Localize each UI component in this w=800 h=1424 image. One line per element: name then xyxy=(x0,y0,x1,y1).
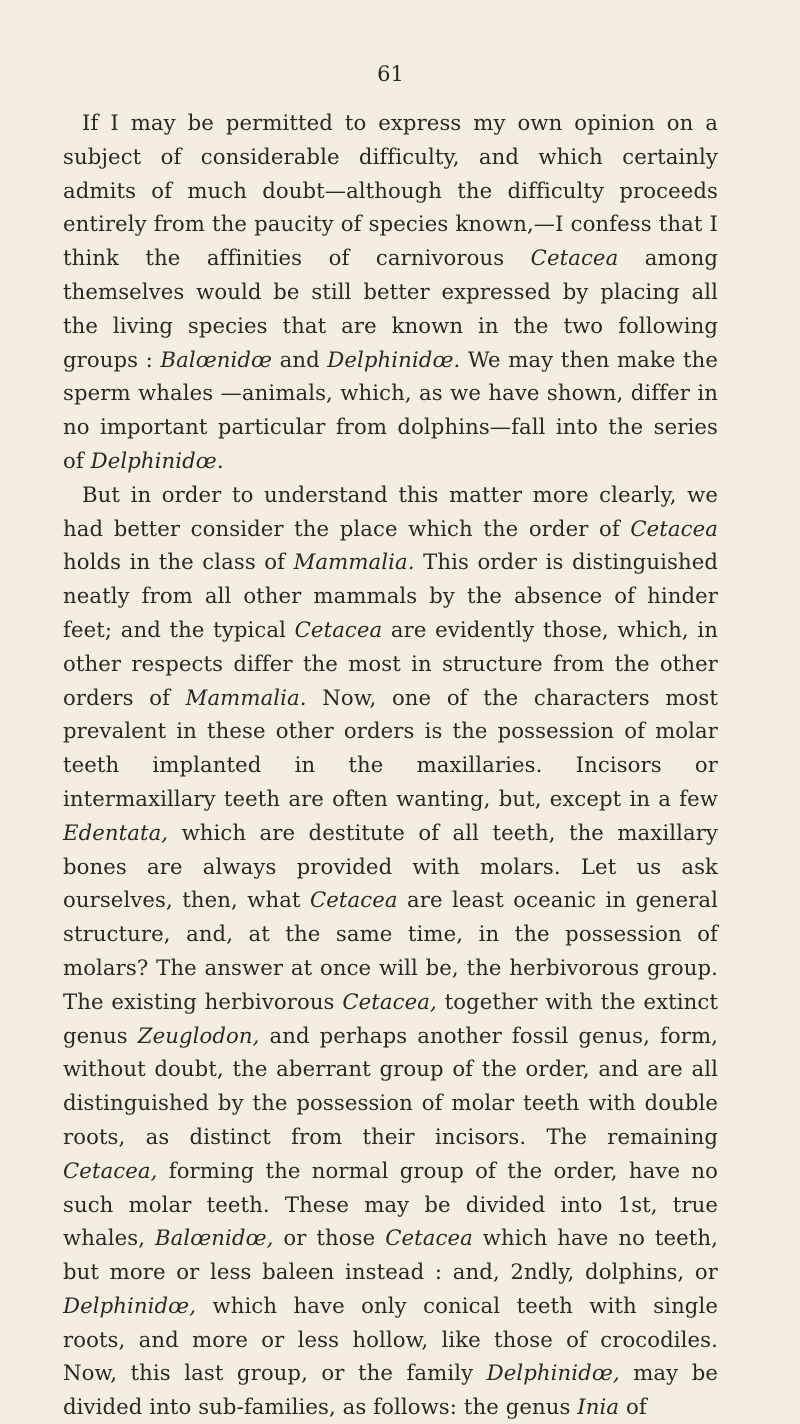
italic-term: Cetacea xyxy=(630,515,718,541)
italic-term: Cetacea xyxy=(309,887,398,913)
italic-term: Inia xyxy=(577,1394,620,1420)
text-run: which are destitute of all teeth, the maxillary bones are always provided with molars. Let us ask ourselves, then, what xyxy=(63,819,718,913)
paragraph xyxy=(63,478,718,1424)
text-run: or those xyxy=(273,1225,386,1251)
text-run: may be divided into sub-families, as follows: the genus xyxy=(63,1360,718,1420)
text-run: among themselves would be still better expressed by placing all the living species that are known in the two following groups : xyxy=(63,245,718,372)
text-run: But in order to understand this matter more clearly, we had better consider the place which the order of xyxy=(63,481,718,541)
text-run: holds in the class of xyxy=(63,549,294,575)
italic-term: Balœnidœ, xyxy=(154,1225,274,1251)
italic-term: Mammalia. xyxy=(185,684,307,710)
italic-term: Cetacea, xyxy=(63,1157,158,1183)
text-run: and perhaps another fossil genus, form, without doubt, the aberrant group of the order, and are all distinguished by the possession of molar teeth with double roots, as distinct from their incisors. The remaining xyxy=(63,1022,718,1149)
italic-term: Cetacea, xyxy=(342,988,437,1014)
text-run: and xyxy=(272,346,328,372)
italic-term: Cetacea xyxy=(530,245,619,271)
text-run: Now, one of the characters most prevalent in these other orders is the possession of molar teeth implanted in the maxillaries. Incisors or intermaxillary teeth are often wanting, but, except in a few xyxy=(63,684,718,811)
text-run: which have only conical teeth with single roots, and more or less hollow, like those of crocodiles. Now, this last group, or the family xyxy=(63,1292,718,1386)
text-run: If I may be permitted to express my own opinion on a subject of considerable difficulty, and which certainly admits of much doubt—although the difficulty proceeds entirely from the paucity of species known,—I confess that I think the affinities of carnivorous xyxy=(63,110,718,271)
text-run: This order is distinguished neatly from all other mammals by the absence of hinder feet; and the typical xyxy=(63,549,718,642)
text-run: together with the extinct genus xyxy=(63,988,718,1048)
italic-term: Edentata, xyxy=(63,819,169,845)
italic-term: Delphinidœ. xyxy=(327,346,461,372)
italic-term: Cetacea xyxy=(294,616,383,642)
page-number: 61 xyxy=(377,62,404,86)
italic-term: Delphinidœ, xyxy=(63,1292,197,1318)
paragraph xyxy=(63,106,718,478)
italic-term: Zeuglodon, xyxy=(137,1022,260,1048)
text-run: forming the normal group of the order, have no such molar teeth. These may be divided into 1st, true whales, xyxy=(63,1157,718,1251)
text-run: are least oceanic in general structure, and, at the same time, in the possession of molars? The answer at once will be, the herbivorous group. The existing herbivorous xyxy=(63,887,718,1014)
italic-term: Cetacea xyxy=(385,1225,473,1251)
text-run: We may then make the sperm whales —animals, which, as we have shown, differ in no important particular from dolphins—fall into the series of xyxy=(63,346,719,473)
text-run: which have no teeth, but more or less baleen instead : and, 2ndly, dolphins, or xyxy=(63,1225,718,1285)
italic-term: Delphinidœ, xyxy=(486,1360,620,1386)
text-run: of xyxy=(619,1394,647,1420)
italic-term: Mammalia. xyxy=(293,549,415,575)
italic-term: Balœnidœ xyxy=(160,346,273,372)
italic-term: Delphinidœ. xyxy=(90,447,224,473)
text-run: are evidently those, which, in other respects differ the most in structure from the other orders of xyxy=(63,616,718,710)
body-text xyxy=(63,106,718,1424)
